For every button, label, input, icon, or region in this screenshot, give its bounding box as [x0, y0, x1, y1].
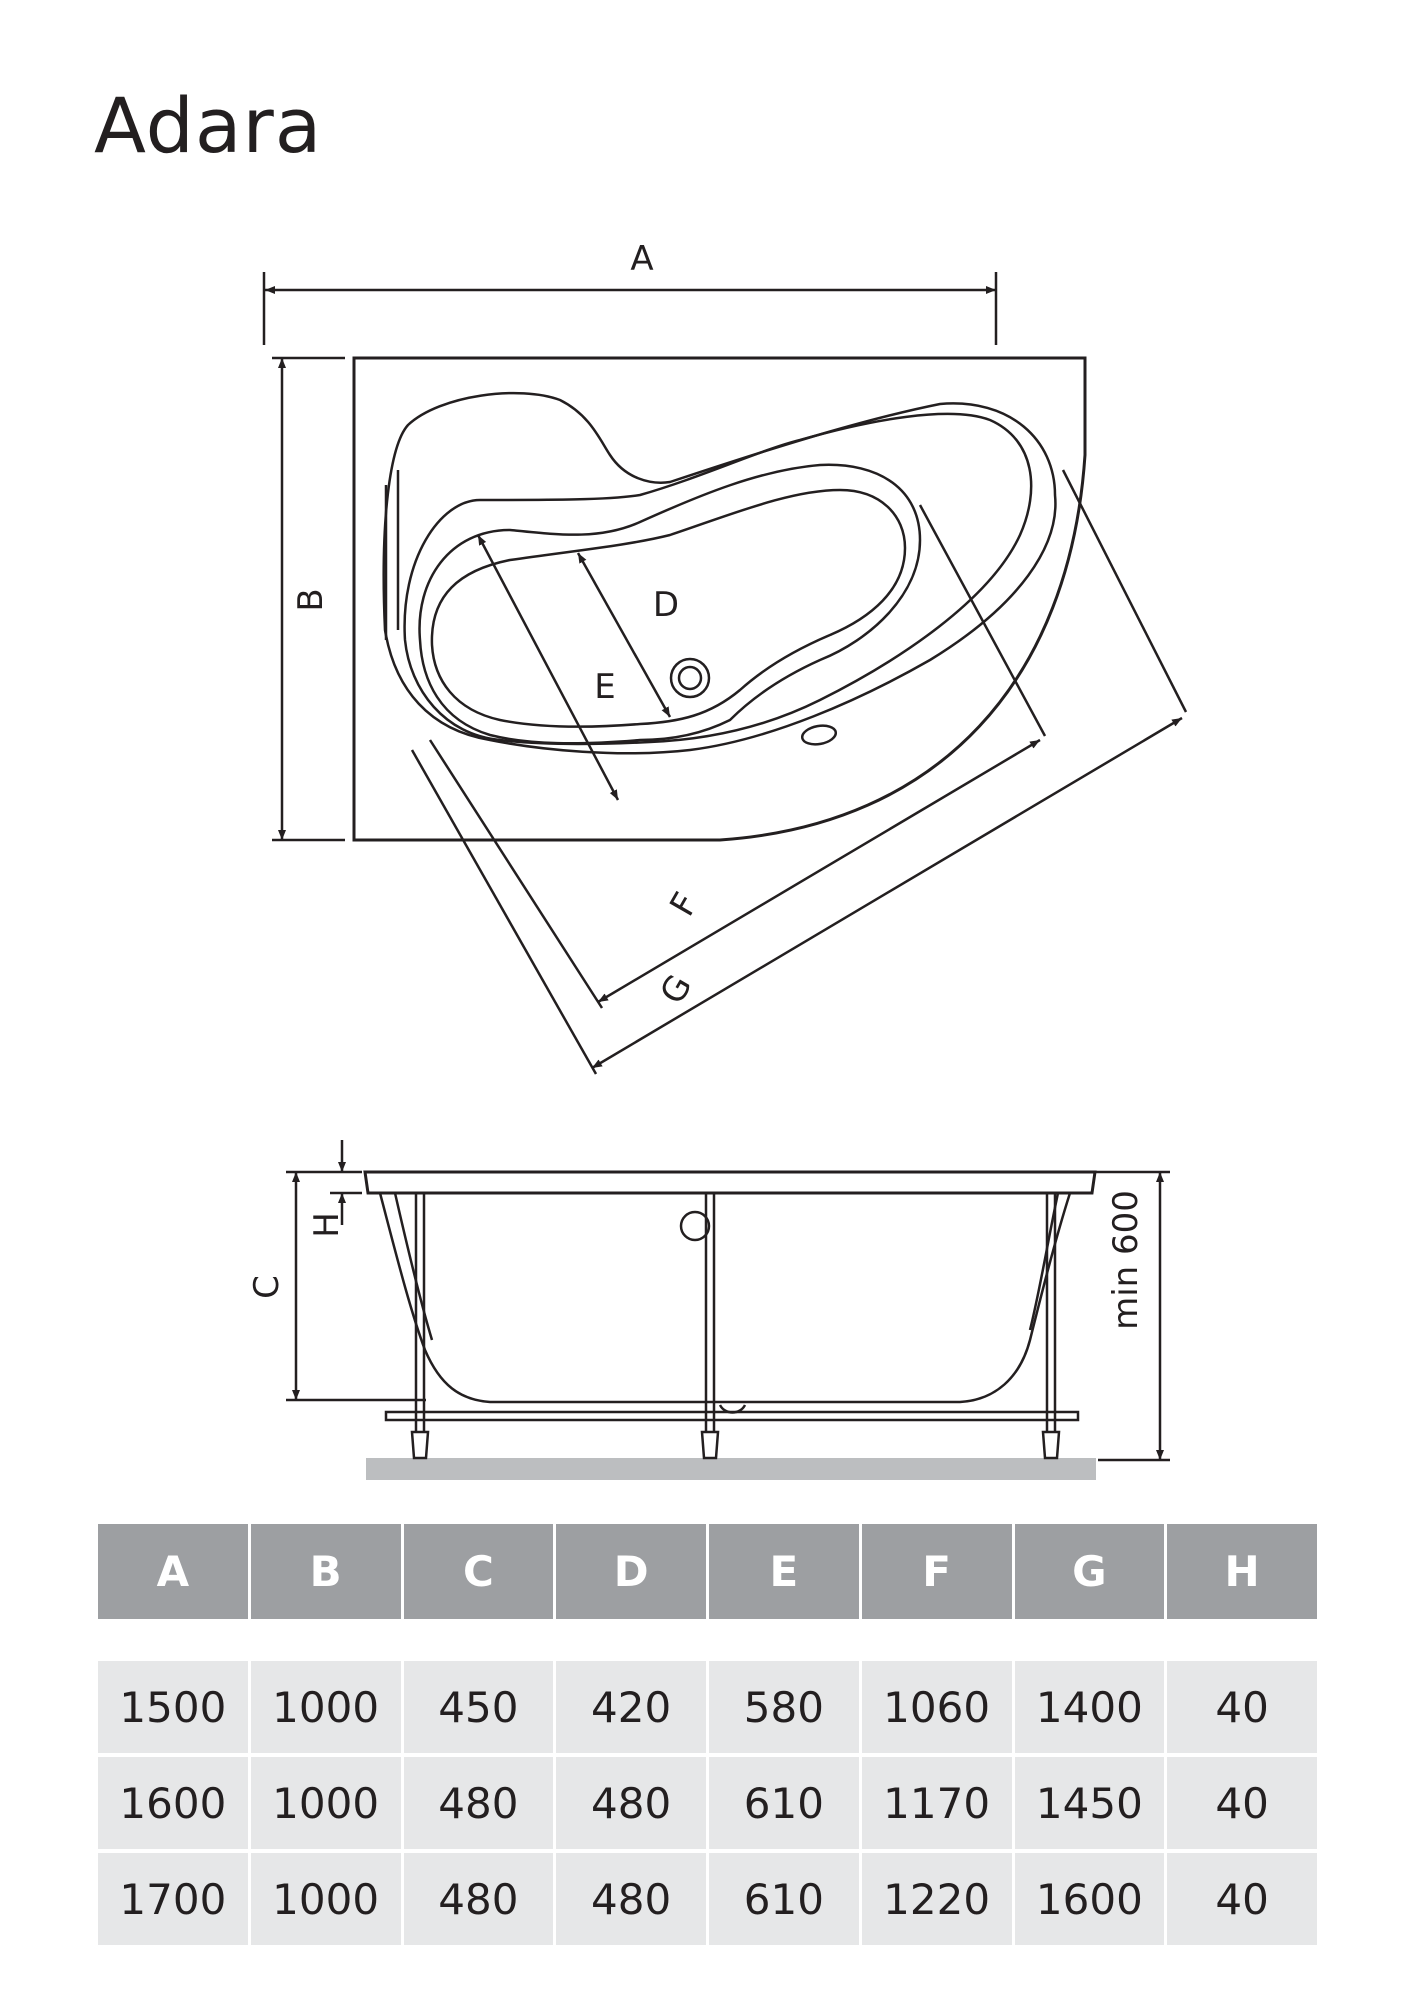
- table-cell: 610: [709, 1853, 859, 1949]
- table-cell: 1450: [1015, 1757, 1165, 1853]
- label-d: D: [652, 585, 680, 625]
- drain-outer: [671, 659, 709, 697]
- table-cell: 1600: [98, 1757, 248, 1853]
- label-a: A: [630, 239, 654, 279]
- column-header-d: D: [556, 1524, 706, 1619]
- table-cell: 480: [404, 1853, 554, 1949]
- dimension-f-line: [598, 740, 1040, 1002]
- table-cell: 450: [404, 1661, 554, 1757]
- table-cell: 1000: [251, 1661, 401, 1757]
- table-row: [98, 1661, 1317, 1757]
- table-row: [98, 1757, 1317, 1853]
- top-view: [264, 272, 1186, 1074]
- column-header-g: G: [1015, 1524, 1165, 1619]
- label-f: F: [662, 886, 707, 923]
- dimensions-table: [95, 1524, 1320, 1949]
- table-cell: 1600: [1015, 1853, 1165, 1949]
- table-cell: 1060: [862, 1661, 1012, 1757]
- rim-slab: [365, 1172, 1095, 1193]
- table-header-row: [98, 1524, 1317, 1619]
- label-c: C: [247, 1275, 287, 1299]
- column-header-a: A: [98, 1524, 248, 1619]
- table-cell: 1000: [251, 1757, 401, 1853]
- basin-rim-inner: [405, 414, 1032, 744]
- side-view: [286, 1140, 1170, 1480]
- table-cell: 1500: [98, 1661, 248, 1757]
- column-header-f: F: [862, 1524, 1012, 1619]
- table-cell: 1700: [98, 1853, 248, 1949]
- drain-inner: [679, 667, 701, 689]
- table-cell: 1000: [251, 1853, 401, 1949]
- table-cell: 1170: [862, 1757, 1012, 1853]
- column-header-e: E: [709, 1524, 859, 1619]
- frame-rail: [386, 1412, 1078, 1420]
- column-header-c: C: [404, 1524, 554, 1619]
- table-cell: 480: [556, 1757, 706, 1853]
- table-cell: 1220: [862, 1853, 1012, 1949]
- column-header-b: B: [251, 1524, 401, 1619]
- table-cell: 40: [1167, 1757, 1317, 1853]
- foot-right: [1043, 1432, 1059, 1458]
- table-cell: 580: [709, 1661, 859, 1757]
- table-row: [98, 1853, 1317, 1949]
- dimension-d-line: [578, 553, 670, 717]
- table-cell: 1400: [1015, 1661, 1165, 1757]
- page-title: Adara: [94, 81, 323, 170]
- label-g: G: [652, 968, 701, 1011]
- table-cell: 480: [556, 1853, 706, 1949]
- table-cell: 480: [404, 1757, 554, 1853]
- overflow-hole: [801, 723, 838, 747]
- foot-middle: [702, 1432, 718, 1458]
- basin-outer-edge: [384, 393, 1056, 753]
- label-min-height: min 600: [1106, 1190, 1146, 1330]
- tub-rim-outline: [354, 358, 1085, 840]
- label-h: H: [307, 1212, 347, 1238]
- label-b: B: [291, 588, 331, 612]
- table-cell: 420: [556, 1661, 706, 1757]
- table-cell: 40: [1167, 1661, 1317, 1757]
- foot-left: [412, 1432, 428, 1458]
- floor-plane: [366, 1458, 1096, 1480]
- table-cell: 610: [709, 1757, 859, 1853]
- table-cell: 40: [1167, 1853, 1317, 1949]
- label-e: E: [594, 667, 616, 707]
- tub-shell: [380, 1193, 1070, 1402]
- column-header-h: H: [1167, 1524, 1317, 1619]
